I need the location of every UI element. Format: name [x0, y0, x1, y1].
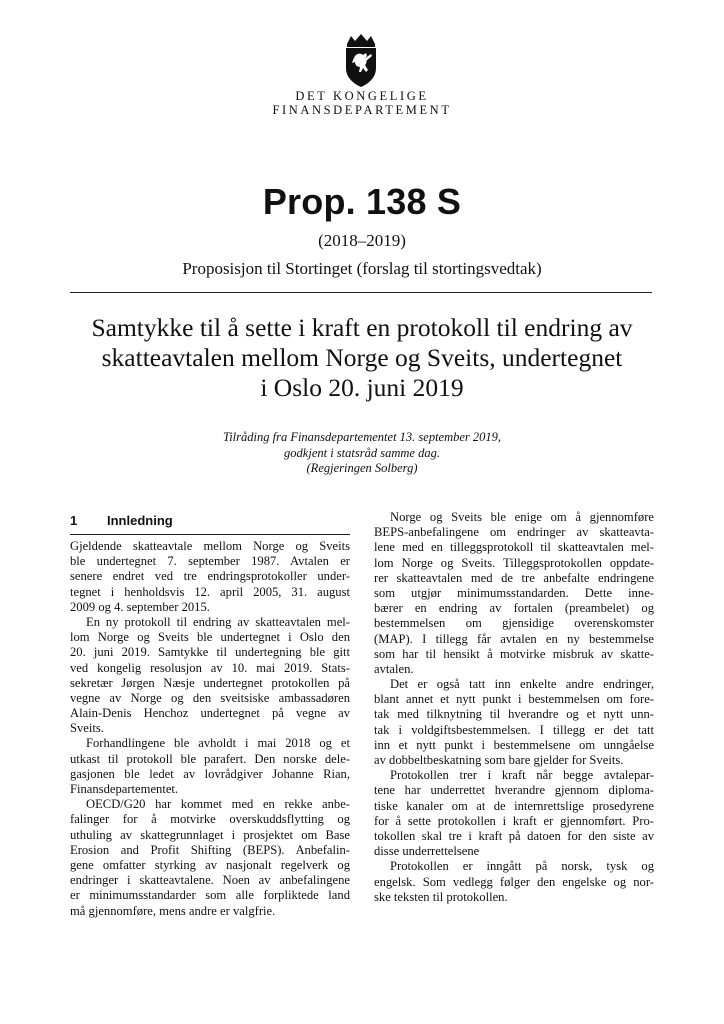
section-number: 1 [70, 512, 78, 528]
session-years: (2018–2019) [318, 231, 406, 250]
proposition-subtitle: Proposisjon til Stortinget (forslag til stortingsvedtak) [182, 259, 542, 278]
approval-line: (Regjeringen Solberg) [306, 461, 418, 475]
text-line: Erosion and Profit Shifting (BEPS). Anbefalin- [70, 842, 350, 857]
text-line: rer skatteavtalen med de tre anbefalte endringene [374, 570, 654, 585]
section-title: Innledning [107, 512, 173, 528]
text-line: gasjonen ble ledet av lovrådgiver Johanne Rian, [70, 766, 350, 781]
text-line: bærer en endring av fortalen (preambelet) og [374, 601, 654, 616]
text-line: som har til hensikt å motvirke misbruk av skatte- [374, 646, 654, 661]
text-line: Forhandlingene ble avholdt i mai 2018 og et [86, 736, 350, 751]
text-line: Protokollen er inngått på norsk, tysk og [390, 859, 654, 874]
text-line: bestemmelsen om gjensidige overenskomster [374, 616, 654, 631]
text-line: lene med en tilleggsprotokoll til skatteavtalen mel- [374, 540, 654, 555]
text-line: Alain-Denis Henchoz undertegnet på vegne av [70, 706, 350, 721]
text-line: ved kongelig resolusjon av 10. mai 2019. Stats- [70, 660, 350, 675]
norwegian-coat-of-arms-icon [337, 32, 385, 88]
document-title [40, 313, 684, 403]
text-line: Det er også tatt inn enkelte andre endringer, [390, 677, 654, 692]
text-line: for å sette protokollen i kraft er gjennomført. Pro- [374, 813, 654, 828]
text-line: Sveits. [70, 721, 104, 736]
text-line: tak i voldgiftsbestemmelsen. I tillegg er det tatt [374, 722, 654, 737]
title-line: skatteavtalen mellom Norge og Sveits, undertegnet [101, 343, 623, 372]
proposition-number: Prop. 138 S [262, 181, 462, 222]
text-line: ble undertegnet 7. september 1987. Avtalen er [70, 554, 350, 569]
right-column-text [374, 510, 654, 905]
text-line: tak med tilknytning til hverandre og et nytt unn- [374, 707, 654, 722]
text-line: falinger for å motvirke overskuddsflytting og [70, 812, 350, 827]
title-line: Samtykke til å sette i kraft en protokoll til endring av [91, 313, 633, 342]
text-line: uthuling av skattegrunnlaget i prosjektet om Base [70, 827, 350, 842]
text-line: lom Norge og Sveits. Tilleggsprotokollen oppdate- [374, 555, 654, 570]
text-line: En ny protokoll til endring av skatteavtalen mel- [86, 614, 350, 629]
text-line: gene omfatter styrking av nasjonalt regelverk og [70, 857, 350, 872]
title-line: i Oslo 20. juni 2019 [260, 373, 464, 402]
text-line: 2009 og 4. september 2015. [70, 599, 210, 614]
text-line: endringer i skatteavtalene. Noen av anbefalingene [70, 873, 350, 888]
left-column-text [70, 539, 350, 919]
text-line: OECD/G20 har kommet med en rekke anbe- [86, 797, 350, 812]
text-line: blant annet et nytt punkt i bestemmelsen om fore- [374, 692, 654, 707]
text-line: tokollen skal tre i kraft på datoen for den siste av [374, 828, 654, 843]
section-heading [70, 510, 350, 535]
left-column [70, 510, 350, 919]
text-line: som utgjør minimumsstandarden. Dette inne- [374, 585, 654, 600]
text-line: av dobbeltbeskatning som bare gjelder for Sveits. [374, 753, 624, 767]
text-line: senere endret ved tre endringsprotokoller under- [70, 569, 350, 584]
text-line: tegnet i henholdsvis 12. april 2005, 31. august [70, 584, 350, 599]
text-line: 20. juni 2019. Samtykke til undertegning ble gitt [70, 645, 350, 660]
approval-note [0, 430, 724, 477]
text-line: utkast til protokoll ble parafert. Den norske dele- [70, 751, 350, 766]
text-line: må gjennomføre, mens andre er valgfrie. [70, 903, 276, 918]
text-line: vegne av Norge og den sveitsiske ambassadøren [70, 690, 350, 705]
department-name-line2: FINANSDEPARTEMENT [272, 103, 452, 117]
text-line: Gjeldende skatteavtale mellom Norge og Sveits [70, 539, 350, 553]
right-column [374, 510, 654, 905]
text-line: lom Norge og Sveits ble undertegnet i Oslo den [70, 630, 350, 645]
text-line: disse underrettelsene [374, 844, 480, 859]
text-line: inn et nytt punkt i bestemmelsene om unngåelse [374, 737, 654, 752]
text-line: Norge og Sveits ble enige om å gjennomføre [390, 510, 654, 524]
text-line: Protokollen trer i kraft når begge avtalepar- [390, 768, 654, 783]
text-line: avtalen. [374, 661, 414, 676]
text-line: Finansdepartementet. [70, 782, 179, 796]
text-line: BEPS-anbefalingene om endringer av skatteavta- [374, 525, 654, 540]
title-divider [70, 292, 652, 293]
text-line: tene har underrettet hverandre gjennom diploma- [374, 783, 654, 798]
text-line: ske teksten til protokollen. [374, 889, 508, 904]
text-line: sekretær Jørgen Næsje undertegnet protokollen på [70, 675, 350, 690]
department-name-line1: DET KONGELIGE [295, 89, 429, 103]
text-line: er minimumsstandarder som alle forpliktede land [70, 888, 350, 903]
text-line: tiske kanaler om at de internrettslige prosedyrene [374, 798, 654, 813]
text-line: (MAP). I tillegg får avtalen en ny bestemmelse [374, 631, 654, 646]
text-line: engelsk. Som vedlegg følger den engelske og nor- [374, 874, 654, 889]
approval-line: godkjent i statsråd samme dag. [284, 445, 440, 460]
approval-line: Tilråding fra Finansdepartementet 13. september 2019, [222, 430, 502, 444]
